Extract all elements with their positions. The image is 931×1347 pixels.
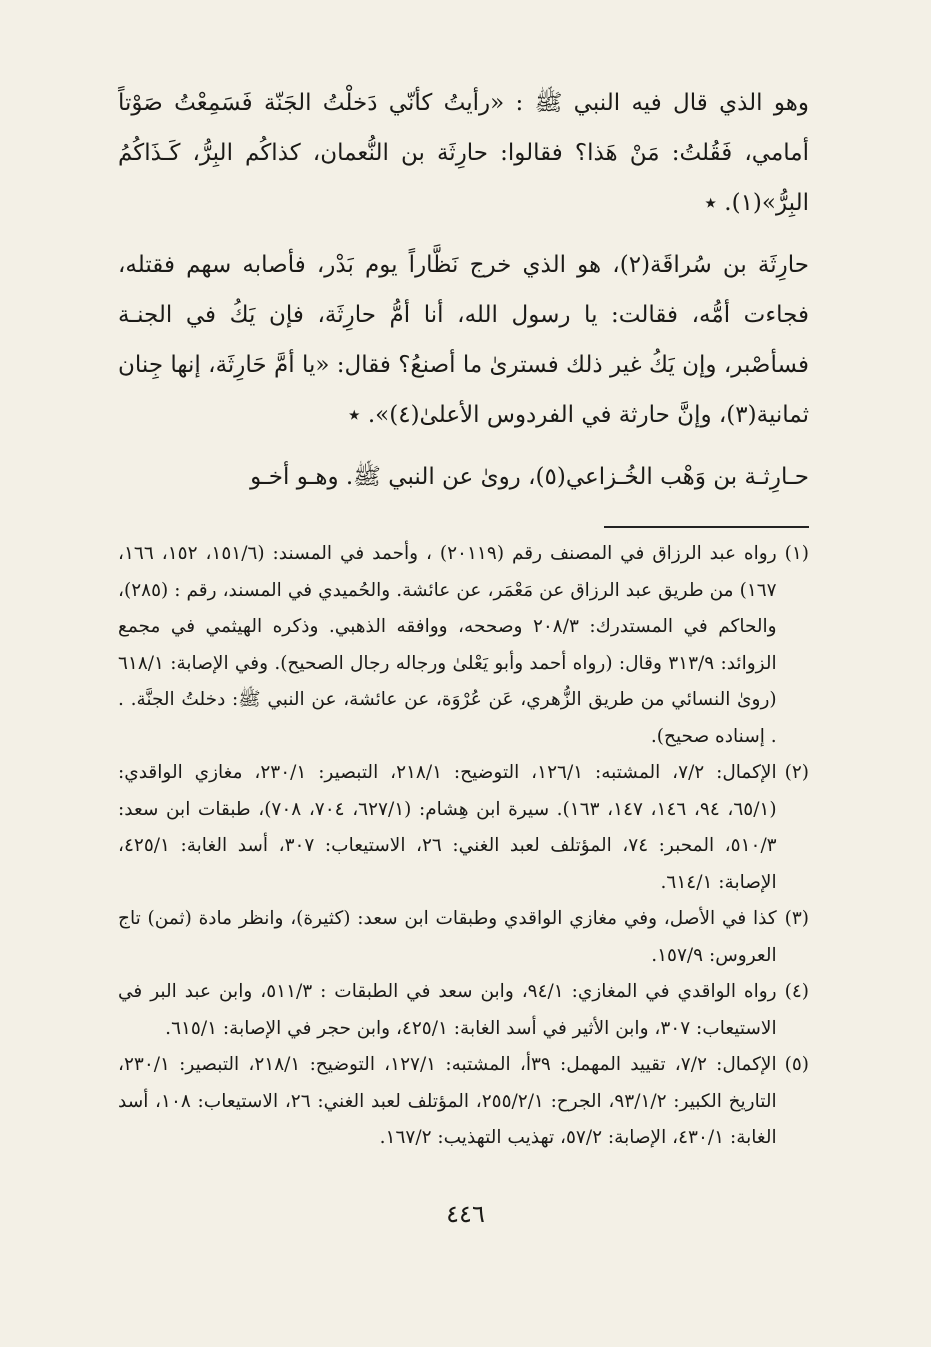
footnote-divider bbox=[604, 526, 809, 528]
footnote bbox=[118, 901, 809, 974]
page-number: ٤٤٦ bbox=[446, 1200, 485, 1228]
paragraph-harithah-bin-wahb: حـارِثـة بن وَهْب الخُـزاعي(٥)، روىٰ عن النبي ﷺ. وهـو أخـو bbox=[250, 464, 809, 490]
footnote-text: كذا في الأصل، وفي مغازي الواقدي وطبقات ابن سعد: (كثيرة)، وانظر مادة (ثمن) تاج العروس: ١٥٧/٩. bbox=[118, 908, 777, 966]
footnote-text: الإكمال: ٧/٢، المشتبه: ١٢٦/١، التوضيح: ٢١٨/١، التبصير: ٢٣٠/١، مغازي الواقدي: (٦٥/١، ٩٤، ١٤٦، ١٤٧، ١٦٣). سيرة ابن هِشام: (٦٢٧/١، ٧٠٤، ٧٠٨)، طبقات ابن سعد: ٥١٠/٣، المحبر: ٧٤، المؤتلف لعبد الغني: ٢٦، الاستيعاب: ٣٠٧، أسد الغابة: ٤٢٥/١، الإصابة: ٦١٤/١. bbox=[118, 762, 777, 893]
paragraph-harithah-bin-suraqah: حارِثَة بن سُراقَة(٢)، هو الذي خرج نَظَّاراً يوم بَدْر، فأصابه سهم فقتله، فجاءت أمُّه، فقالت: يا رسول الله، أنا أمُّ حارِثَة، فإن يَكُ في الجنـة فسأصْبر، وإن يَكُ غير ذلك فسترىٰ ما أصنعُ؟ فقال: «يا أمَّ حَارِثَة، إنها جِنان ثمانية(٣)، وإنَّ حارثة في الفردوس الأعلىٰ(٤)». ٭ bbox=[118, 252, 809, 428]
footnote bbox=[118, 755, 809, 901]
main-text bbox=[118, 78, 809, 502]
footnotes bbox=[118, 536, 809, 1157]
footnote-number: (٥) bbox=[784, 1054, 809, 1075]
footnote-text: رواه الواقدي في المغازي: ٩٤/١، وابن سعد في الطبقات : ٥١١/٣، وابن عبد البر في الاستيعاب: ٣٠٧، وابن الأثير في أسد الغابة: ٤٢٥/١، وابن حجر في الإصابة: ٦١٥/١. bbox=[118, 981, 777, 1039]
paragraph-harithah-bin-numan: وهو الذي قال فيه النبي ﷺ : «رأيتُ كأنّي دَخلْتُ الجَنّة فَسَمِعْتُ صَوْتاً أمامي، فَقُلتُ: مَنْ هَذا؟ فقالوا: حارِثَة بن النُّعمان، كذاكُم البِرُّ، كَـذَاكُمُ البِرُّ»(١). ٭ bbox=[118, 90, 809, 216]
footnote-number: (٤) bbox=[784, 981, 809, 1002]
footnote bbox=[118, 974, 809, 1047]
footnote bbox=[118, 536, 809, 755]
footnote-number: (٣) bbox=[784, 908, 809, 929]
footnote-text: الإكمال: ٧/٢، تقييد المهمل: ٣٩أ، المشتبه: ١٢٧/١، التوضيح: ٢١٨/١، التبصير: ٢٣٠/١، التاريخ الكبير: ٩٣/١/٢، الجرح: ٢٥٥/٢/١، المؤتلف لعبد الغني: ٢٦، الاستيعاب: ١٠٨، أسد الغابة: ٤٣٠/١، الإصابة: ٥٧/٢، تهذيب التهذيب: ١٦٧/٢. bbox=[118, 1054, 777, 1148]
footnote-number: (٢) bbox=[784, 762, 809, 783]
footnote bbox=[118, 1047, 809, 1157]
footnote-text: رواه عبد الرزاق في المصنف رقم (٢٠١١٩) ، وأحمد في المسند: (١٥١/٦، ١٥٢، ١٦٦، ١٦٧) من طريق عبد الرزاق عن مَعْمَر، عن عائشة. والحُميدي في المسند، رقم : (٢٨٥)، والحاكم في المستدرك: ٢٠٨/٣ وصححه، ووافقه الذهبي. وذكره الهيثمي في مجمع الزوائد: ٣١٣/٩ وقال: (رواه أحمد وأبو يَعْلىٰ ورجاله رجال الصحيح). وفي الإصابة: ٦١٨/١ (روىٰ النسائي من طريق الزُّهري، عَن عُرْوَة، عن عائشة، عن النبي ﷺ: دخلتُ الجنَّة. . . إسناده صحيح). bbox=[118, 543, 777, 747]
footnote-number: (١) bbox=[784, 543, 809, 564]
